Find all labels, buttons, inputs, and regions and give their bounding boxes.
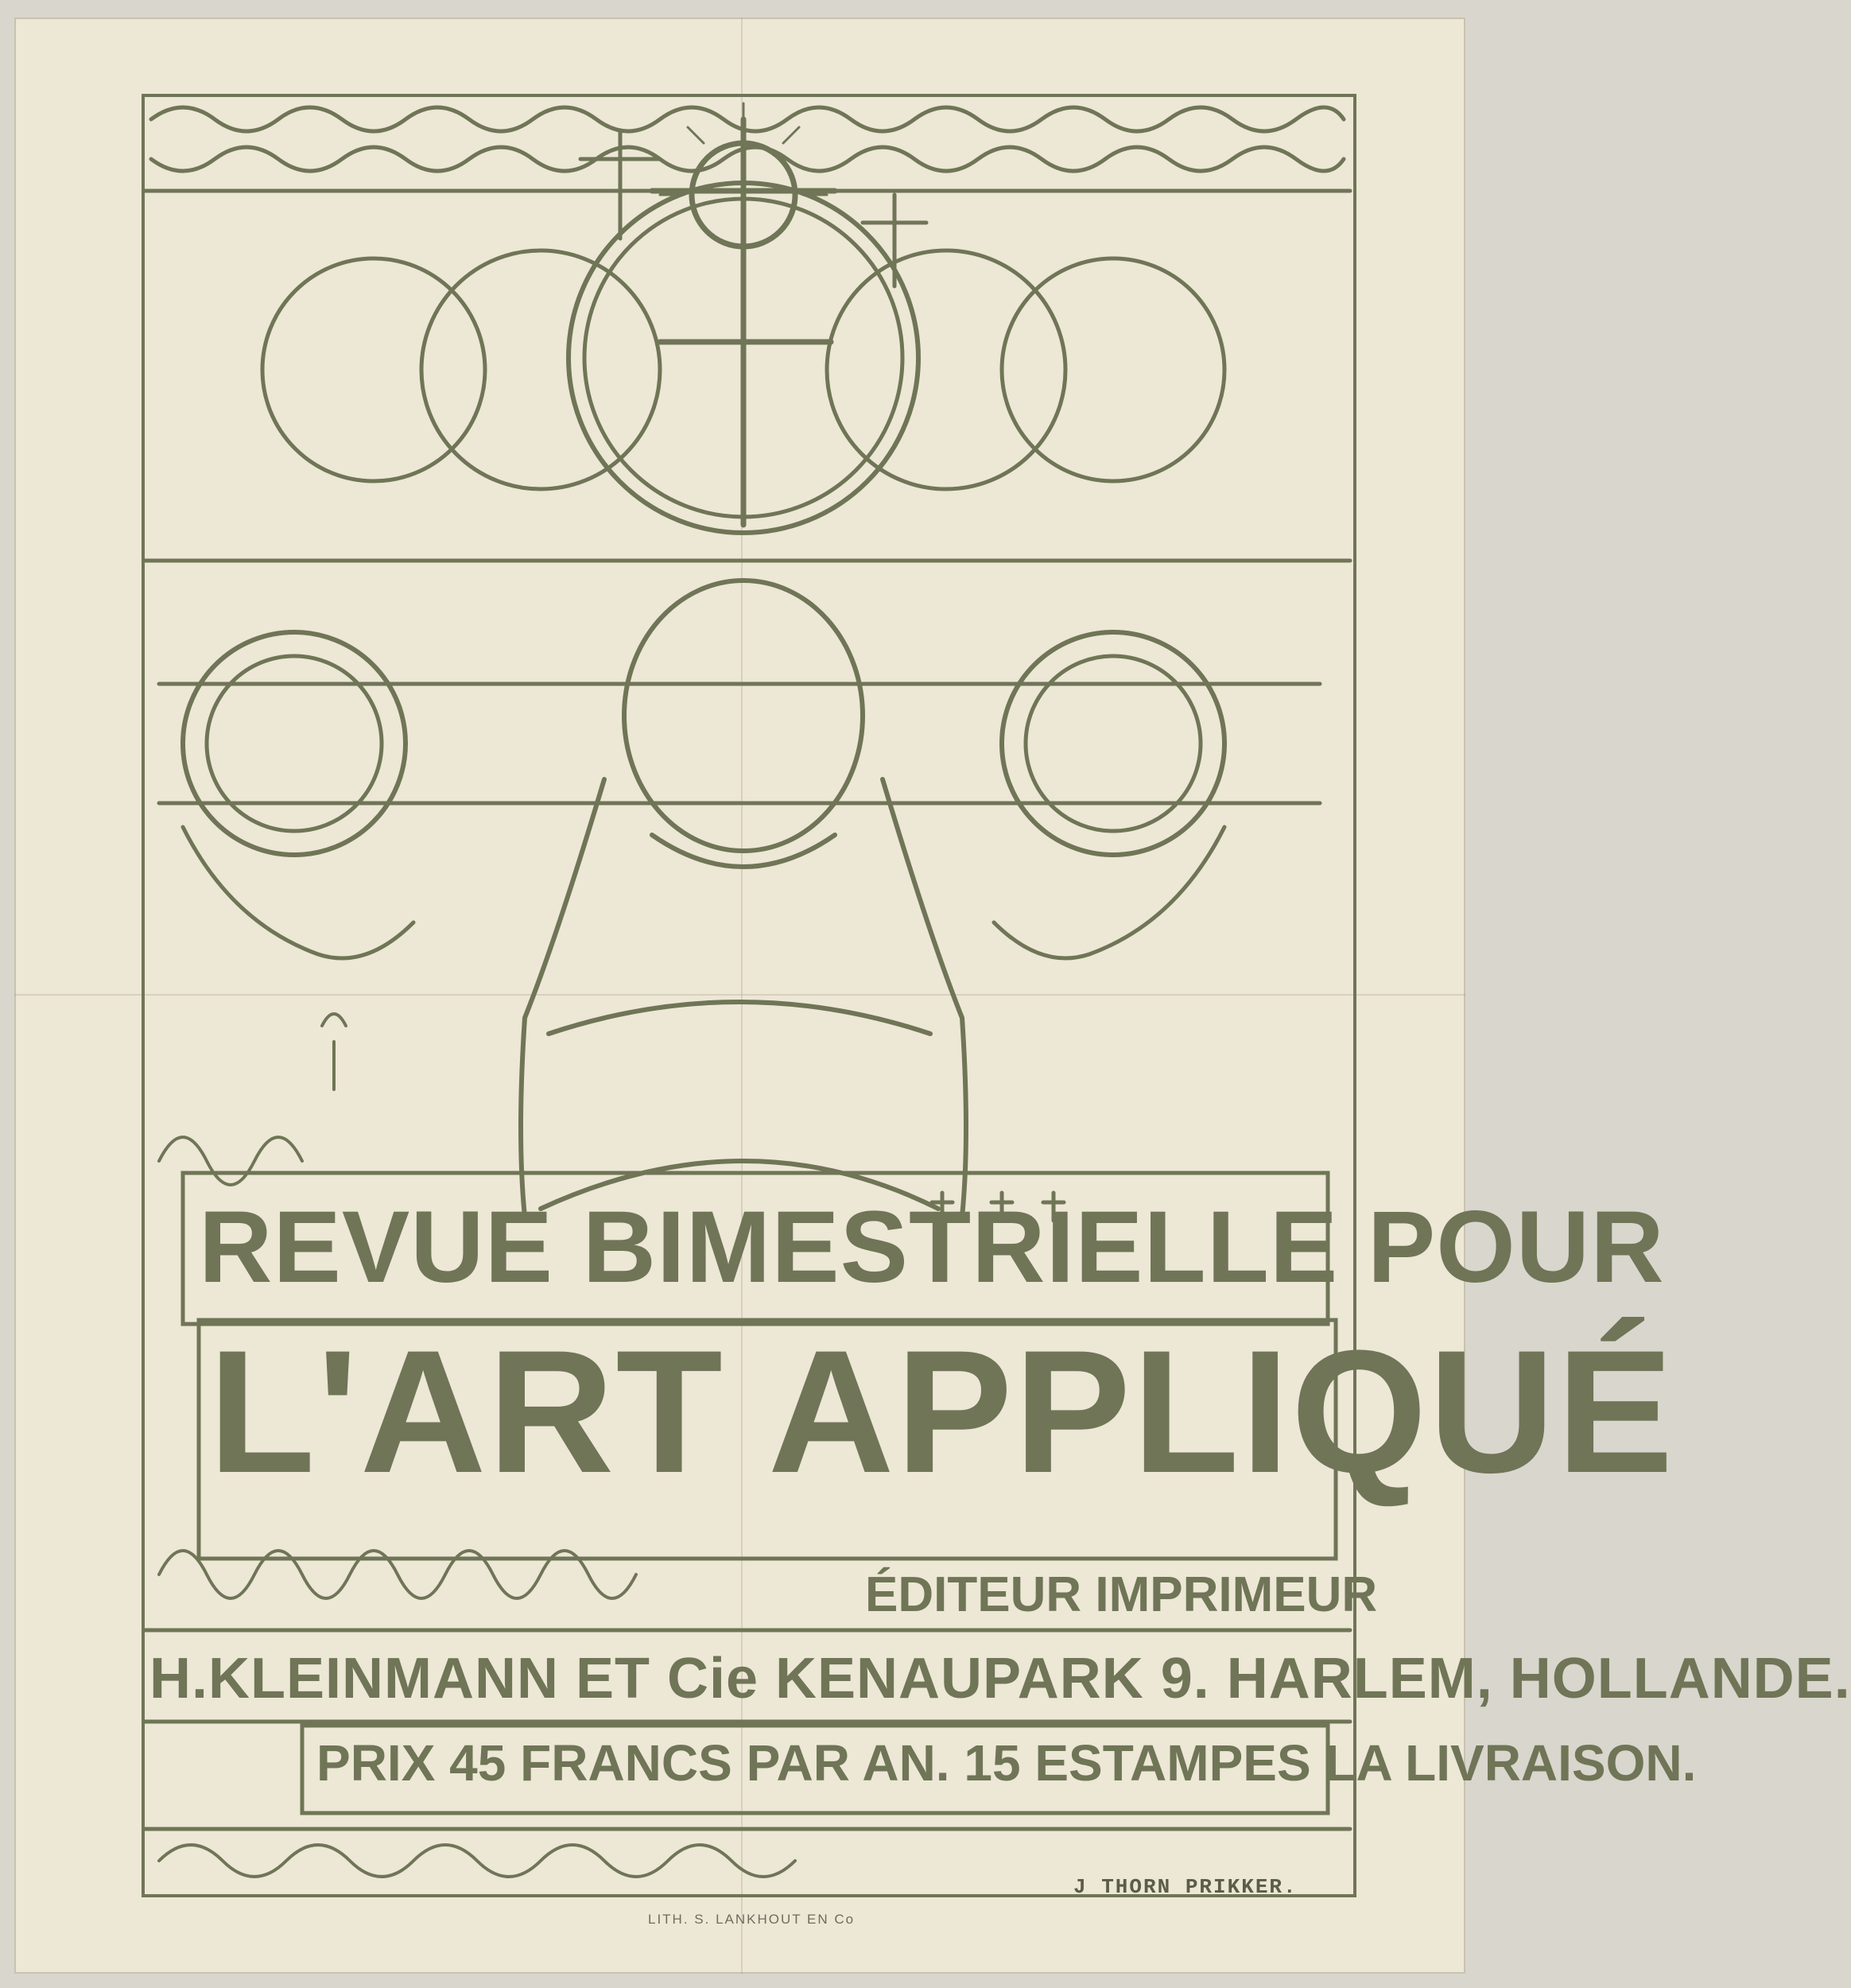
cross-beam — [159, 684, 1320, 803]
artist-signature: J THORN PRIKKER. — [1073, 1875, 1298, 1899]
right-hand-crown — [994, 632, 1224, 958]
printer-credit: LITH. S. LANKHOUT EN Co — [648, 1912, 856, 1927]
cross-icon-left — [580, 131, 660, 239]
figure-outline — [521, 580, 966, 1217]
top-ornament-band — [145, 107, 1350, 191]
publisher-label: ÉDITEUR IMPRIMEUR — [865, 1567, 1378, 1622]
title-line-1: REVUE BIMESTRIELLE POUR — [199, 1190, 1665, 1304]
price-info: PRIX 45 FRANCS PAR AN. 15 ESTAMPES LA LIVRAISON. — [316, 1734, 1697, 1792]
title-line-2: L'ART APPLIQUÉ — [208, 1314, 1675, 1509]
central-cross-icon — [652, 119, 835, 525]
left-hand-crown — [183, 632, 413, 958]
publisher-address: H.KLEINMANN ET Cie KENAUPARK 9. HARLEM, HOLLANDE. — [149, 1647, 1851, 1710]
